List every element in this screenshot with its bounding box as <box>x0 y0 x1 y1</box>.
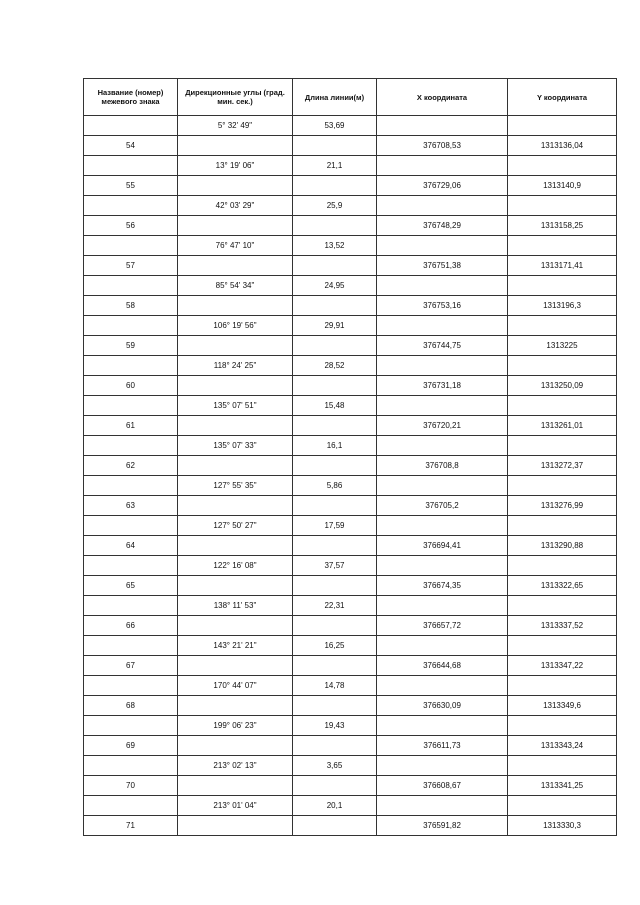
segment-x-cell <box>377 756 508 776</box>
point-length-cell <box>293 216 377 236</box>
segment-row <box>84 316 617 336</box>
direction-angle-cell: 135° 07' 33" <box>178 436 293 456</box>
point-row <box>84 776 617 796</box>
direction-angle-cell: 13° 19' 06" <box>178 156 293 176</box>
x-coordinate-cell: 376720,21 <box>377 416 508 436</box>
y-coordinate-cell: 1313261,01 <box>508 416 617 436</box>
line-length-cell: 37,57 <box>293 556 377 576</box>
point-angle-cell <box>178 656 293 676</box>
point-length-cell <box>293 256 377 276</box>
y-coordinate-cell: 1313290,88 <box>508 536 617 556</box>
point-row <box>84 456 617 476</box>
direction-angle-cell: 5° 32' 49" <box>178 116 293 136</box>
point-length-cell <box>293 336 377 356</box>
segment-row <box>84 636 617 656</box>
point-row <box>84 576 617 596</box>
x-coordinate-cell: 376644,68 <box>377 656 508 676</box>
point-length-cell <box>293 176 377 196</box>
segment-y-cell <box>508 636 617 656</box>
segment-row <box>84 116 617 136</box>
y-coordinate-cell: 1313322,65 <box>508 576 617 596</box>
x-coordinate-cell: 376731,18 <box>377 376 508 396</box>
x-coordinate-cell: 376751,38 <box>377 256 508 276</box>
segment-x-cell <box>377 716 508 736</box>
segment-point-cell <box>84 276 178 296</box>
direction-angle-cell: 106° 19' 56" <box>178 316 293 336</box>
segment-y-cell <box>508 476 617 496</box>
direction-angle-cell: 76° 47' 10" <box>178 236 293 256</box>
segment-y-cell <box>508 716 617 736</box>
segment-row <box>84 756 617 776</box>
segment-y-cell <box>508 756 617 776</box>
segment-row <box>84 596 617 616</box>
header-x-coordinate: X координата <box>377 79 508 116</box>
segment-row <box>84 156 617 176</box>
direction-angle-cell: 138° 11' 53" <box>178 596 293 616</box>
direction-angle-cell: 42° 03' 29" <box>178 196 293 216</box>
y-coordinate-cell: 1313140,9 <box>508 176 617 196</box>
direction-angle-cell: 213° 01' 04" <box>178 796 293 816</box>
point-angle-cell <box>178 176 293 196</box>
line-length-cell: 3,65 <box>293 756 377 776</box>
point-angle-cell <box>178 416 293 436</box>
point-length-cell <box>293 296 377 316</box>
point-name-cell: 69 <box>84 736 178 756</box>
x-coordinate-cell: 376694,41 <box>377 536 508 556</box>
segment-y-cell <box>508 676 617 696</box>
y-coordinate-cell: 1313341,25 <box>508 776 617 796</box>
segment-x-cell <box>377 356 508 376</box>
segment-point-cell <box>84 596 178 616</box>
point-row <box>84 256 617 276</box>
point-name-cell: 60 <box>84 376 178 396</box>
point-length-cell <box>293 496 377 516</box>
line-length-cell: 25,9 <box>293 196 377 216</box>
segment-point-cell <box>84 796 178 816</box>
x-coordinate-cell: 376753,16 <box>377 296 508 316</box>
y-coordinate-cell: 1313225 <box>508 336 617 356</box>
segment-y-cell <box>508 396 617 416</box>
line-length-cell: 20,1 <box>293 796 377 816</box>
point-angle-cell <box>178 536 293 556</box>
point-angle-cell <box>178 776 293 796</box>
point-row <box>84 136 617 156</box>
segment-x-cell <box>377 676 508 696</box>
segment-row <box>84 356 617 376</box>
y-coordinate-cell: 1313136,04 <box>508 136 617 156</box>
point-row <box>84 376 617 396</box>
point-angle-cell <box>178 216 293 236</box>
y-coordinate-cell: 1313343,24 <box>508 736 617 756</box>
x-coordinate-cell: 376705,2 <box>377 496 508 516</box>
segment-point-cell <box>84 636 178 656</box>
direction-angle-cell: 199° 06' 23" <box>178 716 293 736</box>
point-name-cell: 66 <box>84 616 178 636</box>
point-length-cell <box>293 456 377 476</box>
direction-angle-cell: 127° 50' 27" <box>178 516 293 536</box>
segment-row <box>84 796 617 816</box>
point-angle-cell <box>178 696 293 716</box>
segment-x-cell <box>377 476 508 496</box>
y-coordinate-cell: 1313347,22 <box>508 656 617 676</box>
point-name-cell: 54 <box>84 136 178 156</box>
segment-point-cell <box>84 236 178 256</box>
segment-y-cell <box>508 156 617 176</box>
x-coordinate-cell: 376744,75 <box>377 336 508 356</box>
point-name-cell: 59 <box>84 336 178 356</box>
segment-point-cell <box>84 396 178 416</box>
y-coordinate-cell: 1313330,3 <box>508 816 617 836</box>
line-length-cell: 15,48 <box>293 396 377 416</box>
direction-angle-cell: 213° 02' 13" <box>178 756 293 776</box>
line-length-cell: 19,43 <box>293 716 377 736</box>
point-row <box>84 656 617 676</box>
point-name-cell: 67 <box>84 656 178 676</box>
point-row <box>84 336 617 356</box>
point-name-cell: 58 <box>84 296 178 316</box>
line-length-cell: 21,1 <box>293 156 377 176</box>
point-angle-cell <box>178 336 293 356</box>
point-row <box>84 816 617 836</box>
segment-row <box>84 236 617 256</box>
point-row <box>84 736 617 756</box>
segment-point-cell <box>84 716 178 736</box>
line-length-cell: 28,52 <box>293 356 377 376</box>
segment-x-cell <box>377 116 508 136</box>
point-angle-cell <box>178 736 293 756</box>
point-length-cell <box>293 816 377 836</box>
point-row <box>84 416 617 436</box>
y-coordinate-cell: 1313337,52 <box>508 616 617 636</box>
point-name-cell: 71 <box>84 816 178 836</box>
segment-row <box>84 436 617 456</box>
y-coordinate-cell: 1313276,99 <box>508 496 617 516</box>
x-coordinate-cell: 376608,67 <box>377 776 508 796</box>
line-length-cell: 22,31 <box>293 596 377 616</box>
segment-row <box>84 556 617 576</box>
segment-row <box>84 396 617 416</box>
segment-y-cell <box>508 436 617 456</box>
point-length-cell <box>293 416 377 436</box>
line-length-cell: 5,86 <box>293 476 377 496</box>
segment-point-cell <box>84 676 178 696</box>
y-coordinate-cell: 1313349,6 <box>508 696 617 716</box>
x-coordinate-cell: 376708,8 <box>377 456 508 476</box>
line-length-cell: 24,95 <box>293 276 377 296</box>
segment-x-cell <box>377 796 508 816</box>
point-name-cell: 56 <box>84 216 178 236</box>
header-y-coordinate: Y координата <box>508 79 617 116</box>
point-row <box>84 216 617 236</box>
header-direction-angle: Дирекционные углы (град. мин. сек.) <box>178 79 293 116</box>
point-angle-cell <box>178 256 293 276</box>
direction-angle-cell: 135° 07' 51" <box>178 396 293 416</box>
segment-x-cell <box>377 316 508 336</box>
line-length-cell: 14,78 <box>293 676 377 696</box>
point-length-cell <box>293 136 377 156</box>
segment-x-cell <box>377 396 508 416</box>
x-coordinate-cell: 376630,09 <box>377 696 508 716</box>
segment-point-cell <box>84 356 178 376</box>
point-row <box>84 696 617 716</box>
segment-row <box>84 716 617 736</box>
header-line-length: Длина линии(м) <box>293 79 377 116</box>
segment-x-cell <box>377 436 508 456</box>
segment-y-cell <box>508 116 617 136</box>
x-coordinate-cell: 376657,72 <box>377 616 508 636</box>
line-length-cell: 29,91 <box>293 316 377 336</box>
point-name-cell: 57 <box>84 256 178 276</box>
table-header-row <box>84 79 617 116</box>
x-coordinate-cell: 376708,53 <box>377 136 508 156</box>
segment-y-cell <box>508 236 617 256</box>
y-coordinate-cell: 1313272,37 <box>508 456 617 476</box>
segment-point-cell <box>84 436 178 456</box>
segment-x-cell <box>377 596 508 616</box>
line-length-cell: 16,25 <box>293 636 377 656</box>
point-length-cell <box>293 696 377 716</box>
segment-point-cell <box>84 316 178 336</box>
point-name-cell: 63 <box>84 496 178 516</box>
boundary-points-table <box>83 78 617 836</box>
x-coordinate-cell: 376591,82 <box>377 816 508 836</box>
point-angle-cell <box>178 616 293 636</box>
line-length-cell: 16,1 <box>293 436 377 456</box>
table-body <box>84 116 617 836</box>
point-length-cell <box>293 776 377 796</box>
x-coordinate-cell: 376674,35 <box>377 576 508 596</box>
x-coordinate-cell: 376611,73 <box>377 736 508 756</box>
segment-point-cell <box>84 196 178 216</box>
segment-row <box>84 476 617 496</box>
point-angle-cell <box>178 456 293 476</box>
point-name-cell: 61 <box>84 416 178 436</box>
segment-x-cell <box>377 636 508 656</box>
segment-x-cell <box>377 276 508 296</box>
point-length-cell <box>293 376 377 396</box>
segment-x-cell <box>377 556 508 576</box>
point-name-cell: 68 <box>84 696 178 716</box>
line-length-cell: 17,59 <box>293 516 377 536</box>
segment-point-cell <box>84 476 178 496</box>
y-coordinate-cell: 1313171,41 <box>508 256 617 276</box>
point-length-cell <box>293 616 377 636</box>
point-angle-cell <box>178 136 293 156</box>
point-length-cell <box>293 536 377 556</box>
point-angle-cell <box>178 296 293 316</box>
segment-point-cell <box>84 156 178 176</box>
segment-point-cell <box>84 756 178 776</box>
segment-x-cell <box>377 156 508 176</box>
segment-y-cell <box>508 196 617 216</box>
header-point-name: Название (номер) межевого знака <box>84 79 178 116</box>
point-name-cell: 65 <box>84 576 178 596</box>
point-row <box>84 616 617 636</box>
line-length-cell: 13,52 <box>293 236 377 256</box>
segment-x-cell <box>377 196 508 216</box>
point-length-cell <box>293 576 377 596</box>
point-length-cell <box>293 736 377 756</box>
segment-y-cell <box>508 516 617 536</box>
segment-y-cell <box>508 356 617 376</box>
segment-y-cell <box>508 796 617 816</box>
segment-row <box>84 516 617 536</box>
y-coordinate-cell: 1313250,09 <box>508 376 617 396</box>
segment-row <box>84 196 617 216</box>
line-length-cell: 53,69 <box>293 116 377 136</box>
segment-y-cell <box>508 316 617 336</box>
x-coordinate-cell: 376729,06 <box>377 176 508 196</box>
segment-row <box>84 276 617 296</box>
segment-y-cell <box>508 556 617 576</box>
segment-x-cell <box>377 516 508 536</box>
segment-point-cell <box>84 116 178 136</box>
direction-angle-cell: 170° 44' 07" <box>178 676 293 696</box>
point-row <box>84 296 617 316</box>
segment-y-cell <box>508 276 617 296</box>
direction-angle-cell: 122° 16' 08" <box>178 556 293 576</box>
y-coordinate-cell: 1313158,25 <box>508 216 617 236</box>
direction-angle-cell: 85° 54' 34" <box>178 276 293 296</box>
point-angle-cell <box>178 576 293 596</box>
point-row <box>84 496 617 516</box>
segment-point-cell <box>84 516 178 536</box>
direction-angle-cell: 143° 21' 21" <box>178 636 293 656</box>
x-coordinate-cell: 376748,29 <box>377 216 508 236</box>
y-coordinate-cell: 1313196,3 <box>508 296 617 316</box>
segment-y-cell <box>508 596 617 616</box>
segment-x-cell <box>377 236 508 256</box>
segment-row <box>84 676 617 696</box>
point-name-cell: 64 <box>84 536 178 556</box>
point-name-cell: 55 <box>84 176 178 196</box>
point-row <box>84 536 617 556</box>
point-angle-cell <box>178 816 293 836</box>
point-angle-cell <box>178 376 293 396</box>
point-row <box>84 176 617 196</box>
segment-point-cell <box>84 556 178 576</box>
point-name-cell: 62 <box>84 456 178 476</box>
point-angle-cell <box>178 496 293 516</box>
direction-angle-cell: 127° 55' 35" <box>178 476 293 496</box>
point-length-cell <box>293 656 377 676</box>
point-name-cell: 70 <box>84 776 178 796</box>
direction-angle-cell: 118° 24' 25" <box>178 356 293 376</box>
